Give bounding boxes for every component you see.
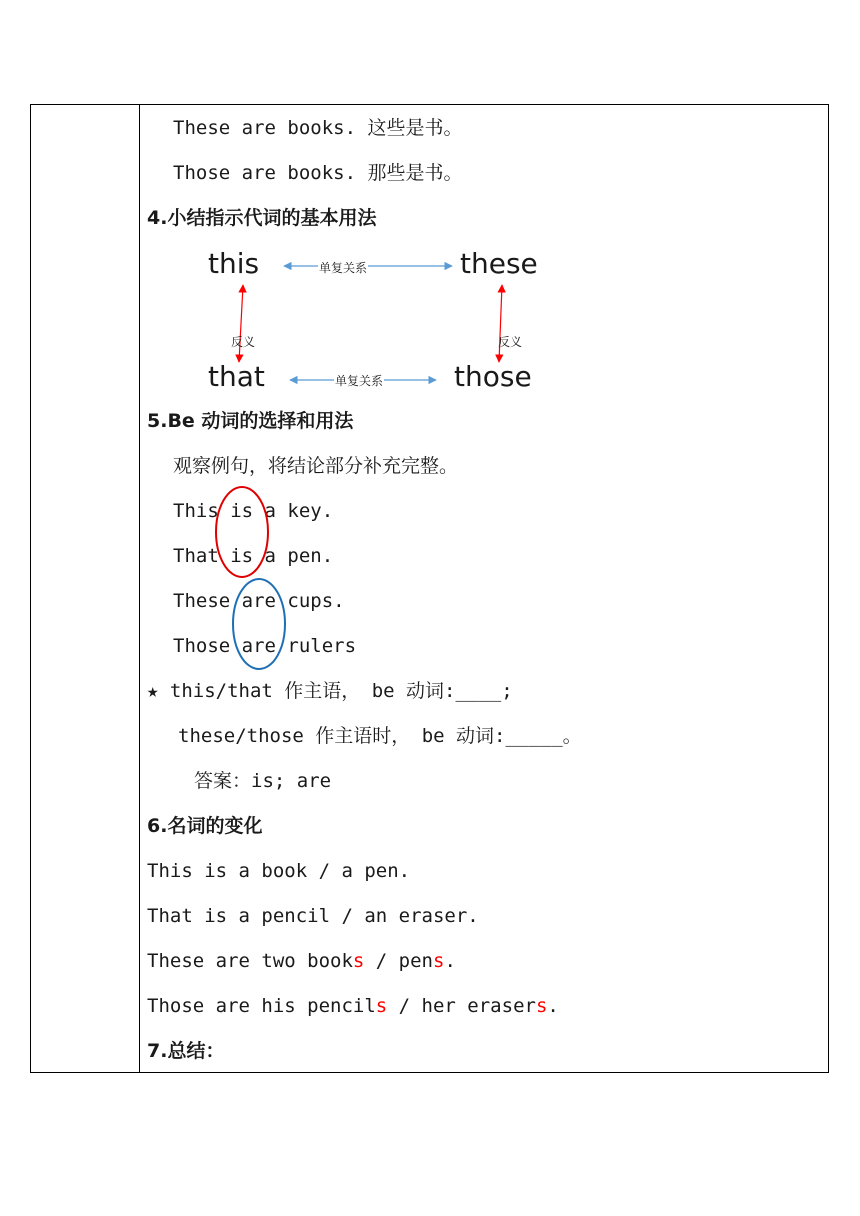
opposite-label-right: 反义 bbox=[498, 335, 523, 349]
section-7-heading: 7.总结： bbox=[147, 1040, 225, 1062]
noun-example-3: These are two books / pens. bbox=[147, 950, 456, 972]
plural-suffix: s bbox=[375, 995, 388, 1017]
section-6-heading: 6.名词的变化 bbox=[147, 815, 263, 837]
example-that-pen: That is a pen. bbox=[173, 545, 334, 567]
plural-suffix: s bbox=[433, 950, 445, 972]
circle-is bbox=[216, 487, 268, 577]
rule-singular: ★ this/that 作主语， be 动词:____; bbox=[147, 680, 513, 702]
example-this-key: This is a key. bbox=[173, 500, 334, 522]
noun-example-2: That is a pencil / an eraser. bbox=[147, 905, 479, 927]
example-these-books: These are books. 这些是书。 bbox=[173, 117, 463, 139]
word-those: those bbox=[454, 360, 532, 393]
word-these: these bbox=[460, 247, 538, 280]
rule-plural: these/those 作主语时， be 动词:_____。 bbox=[178, 725, 582, 747]
answer-text: 答案：is; are bbox=[194, 770, 332, 792]
word-this: this bbox=[208, 247, 260, 280]
noun-example-4: Those are his pencils / her erasers. bbox=[147, 995, 559, 1017]
section-5-heading: 5.Be 动词的选择和用法 bbox=[147, 410, 354, 432]
circle-are bbox=[233, 579, 285, 669]
noun-example-1: This is a book / a pen. bbox=[147, 860, 411, 882]
word-that: that bbox=[208, 360, 265, 393]
example-those-rulers: Those are rulers bbox=[173, 635, 357, 657]
plural-suffix: s bbox=[352, 950, 365, 972]
opposite-label-left: 反义 bbox=[231, 335, 256, 349]
instruction-text: 观察例句，将结论部分补充完整。 bbox=[173, 455, 459, 477]
relation-label-top: 单复关系 bbox=[319, 261, 368, 275]
relation-label-bottom: 单复关系 bbox=[335, 374, 384, 388]
plural-suffix: s bbox=[535, 995, 548, 1017]
example-these-cups: These are cups. bbox=[173, 590, 345, 612]
section-4-heading: 4.小结指示代词的基本用法 bbox=[147, 207, 377, 229]
example-those-books: Those are books. 那些是书。 bbox=[173, 162, 463, 184]
